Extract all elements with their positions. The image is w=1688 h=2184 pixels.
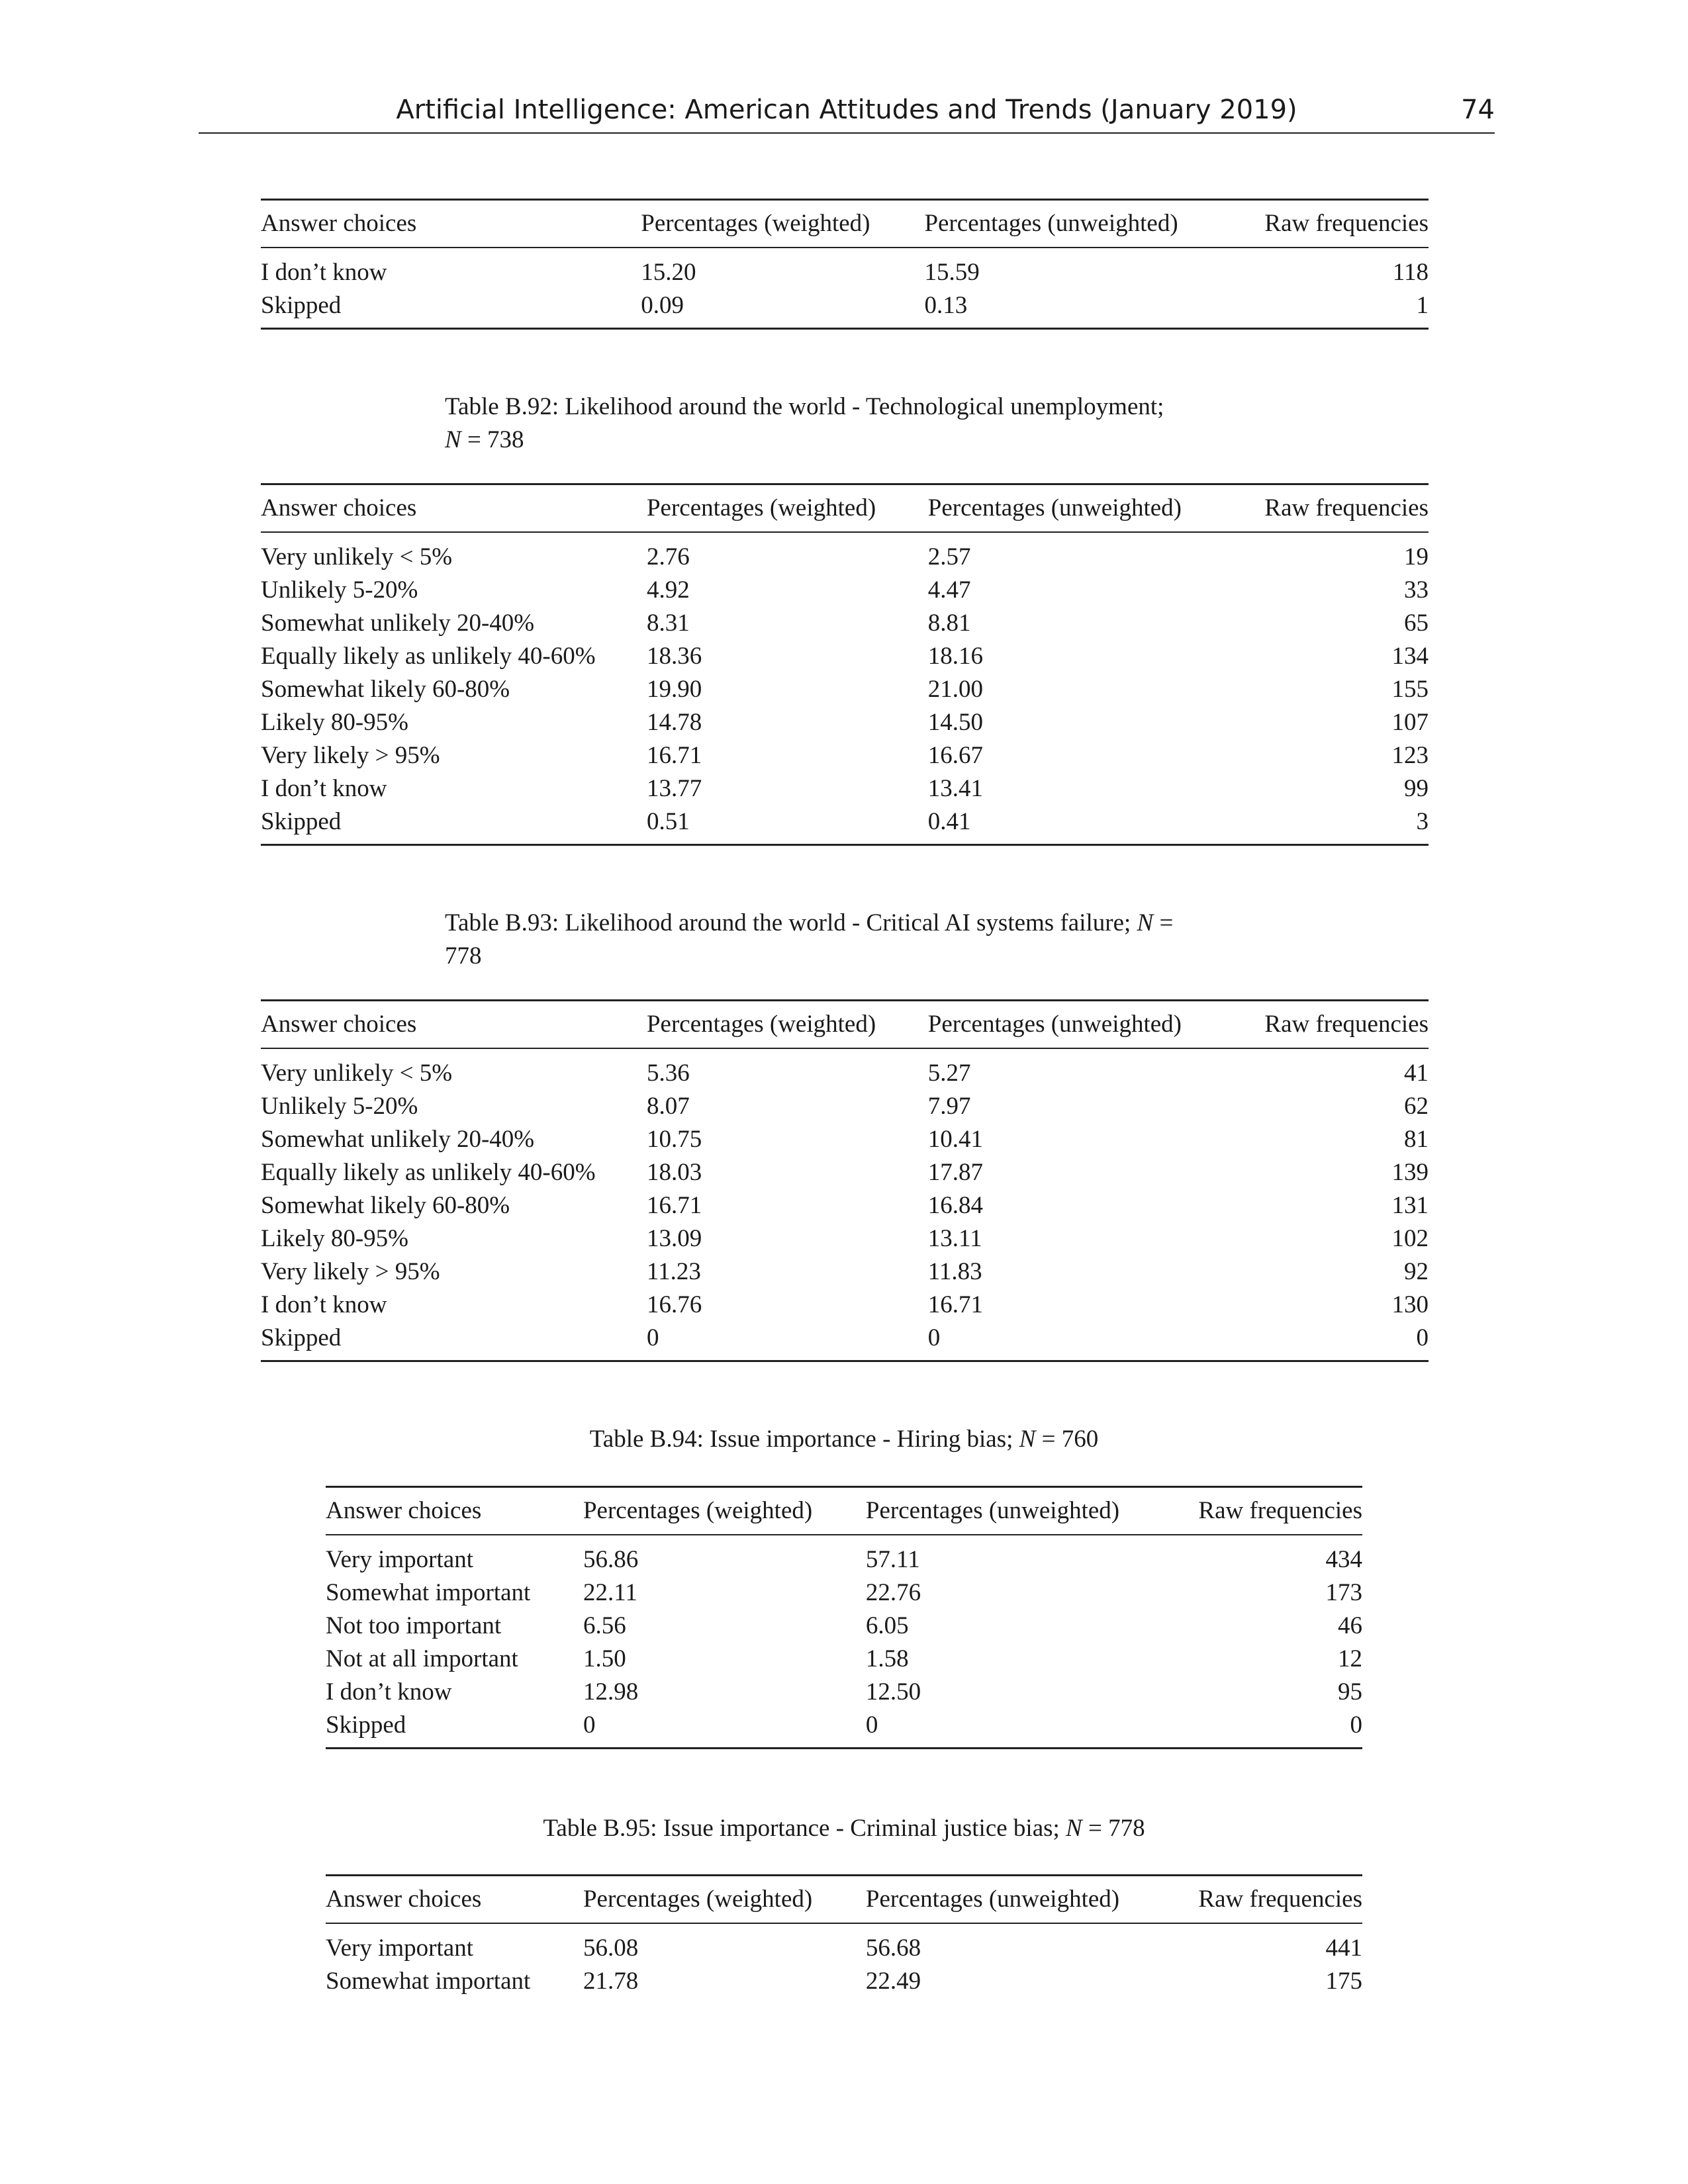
cell-raw: 434 (1325, 1546, 1362, 1573)
cell-answer: Likely 80-95% (261, 709, 408, 736)
cell-unweighted: 6.05 (865, 1612, 909, 1639)
table-body (326, 1923, 1362, 2003)
cell-answer: Skipped (261, 292, 342, 319)
cell-weighted: 21.78 (583, 1968, 639, 1995)
cell-answer: Very important (326, 1546, 473, 1573)
cell-raw: 33 (1404, 576, 1429, 604)
table-row (261, 1189, 1429, 1222)
table-row (326, 1923, 1362, 1965)
cell-unweighted: 4.47 (927, 576, 971, 604)
table-caption-b93 (445, 907, 1252, 973)
cell-weighted: 16.71 (646, 1192, 702, 1219)
table-row (261, 805, 1429, 845)
cell-answer: Somewhat important (326, 1579, 531, 1606)
table-b92 (261, 483, 1429, 846)
cell-unweighted: 0 (865, 1711, 878, 1739)
cell-answer: I don’t know (261, 775, 387, 802)
table-body (261, 1048, 1429, 1361)
cell-raw: 12 (1338, 1645, 1362, 1672)
cell-answer: Equally likely as unlikely 40-60% (261, 643, 596, 670)
cell-raw: 441 (1325, 1934, 1362, 1962)
cell-answer: Unlikely 5-20% (261, 1093, 418, 1120)
cell-unweighted: 15.59 (924, 259, 980, 286)
table-row (326, 1965, 1362, 2003)
cell-unweighted: 2.57 (927, 543, 971, 570)
caption-text: Likelihood around the world - Critical AI systems failure; (565, 909, 1131, 936)
cell-weighted: 11.23 (646, 1258, 701, 1285)
header-weighted: Percentages (weighted) (646, 494, 876, 522)
cell-raw: 3 (1416, 808, 1429, 835)
cell-unweighted: 16.67 (927, 742, 984, 769)
table-row (261, 772, 1429, 805)
caption-text: Issue importance - Criminal justice bias; (663, 1815, 1060, 1842)
caption-n-value: 778 (445, 942, 482, 970)
cell-answer: Not at all important (326, 1645, 518, 1672)
cell-weighted: 6.56 (583, 1612, 626, 1639)
table-b95 (326, 1874, 1362, 2003)
table-row (261, 1222, 1429, 1255)
header-weighted: Percentages (weighted) (583, 1497, 813, 1524)
header-answer-choices: Answer choices (326, 1886, 482, 1913)
header-raw: Raw frequencies (1264, 1011, 1429, 1038)
table-row (261, 289, 1429, 329)
table-row (261, 1255, 1429, 1289)
cell-answer: Somewhat unlikely 20-40% (261, 610, 535, 637)
cell-unweighted: 13.11 (927, 1225, 982, 1252)
table-header (261, 484, 1429, 533)
cell-raw: 130 (1391, 1291, 1429, 1318)
cell-answer: Very unlikely < 5% (261, 1060, 453, 1087)
cell-answer: Somewhat important (326, 1968, 531, 1995)
cell-raw: 1 (1416, 292, 1429, 319)
cell-unweighted: 14.50 (927, 709, 984, 736)
cell-unweighted: 12.50 (865, 1678, 921, 1706)
header-unweighted: Percentages (unweighted) (924, 210, 1178, 237)
table-row (261, 1123, 1429, 1156)
table-row (261, 607, 1429, 640)
cell-raw: 19 (1404, 543, 1429, 570)
header-raw: Raw frequencies (1264, 494, 1429, 522)
table-row (261, 574, 1429, 607)
cell-unweighted: 22.49 (865, 1968, 921, 1995)
cell-unweighted: 0 (927, 1324, 941, 1351)
cell-answer: Skipped (326, 1711, 406, 1739)
table-caption-b92 (445, 390, 1252, 457)
cell-weighted: 18.36 (646, 643, 702, 670)
page-number: 74 (1461, 95, 1495, 125)
table-row (261, 1289, 1429, 1322)
header-answer-choices: Answer choices (261, 494, 417, 522)
caption-label: Table B.93: (445, 909, 559, 936)
cell-weighted: 16.76 (646, 1291, 702, 1318)
cell-answer: Somewhat likely 60-80% (261, 676, 510, 703)
table-b93 (261, 999, 1429, 1362)
cell-unweighted: 7.97 (927, 1093, 971, 1120)
table-row (326, 1643, 1362, 1676)
cell-weighted: 10.75 (646, 1126, 702, 1153)
cell-answer: Skipped (261, 1324, 342, 1351)
cell-answer: Very likely > 95% (261, 742, 440, 769)
cell-raw: 118 (1392, 259, 1429, 286)
cell-raw: 95 (1338, 1678, 1362, 1706)
cell-weighted: 18.03 (646, 1159, 702, 1186)
caption-text: Issue importance - Hiring bias; (710, 1426, 1013, 1453)
cell-answer: Likely 80-95% (261, 1225, 408, 1252)
cell-unweighted: 0.41 (927, 808, 971, 835)
cell-weighted: 13.09 (646, 1225, 702, 1252)
cell-weighted: 8.07 (646, 1093, 690, 1120)
table-caption-b94 (0, 1423, 1688, 1456)
cell-weighted: 14.78 (646, 709, 702, 736)
cell-answer: Unlikely 5-20% (261, 576, 418, 604)
table-row (326, 1709, 1362, 1749)
cell-raw: 155 (1391, 676, 1429, 703)
running-header (199, 90, 1495, 134)
table-row (326, 1535, 1362, 1576)
cell-weighted: 56.86 (583, 1546, 639, 1573)
cell-weighted: 0.09 (641, 292, 684, 319)
caption-n-value: = 760 (1041, 1426, 1099, 1453)
cell-weighted: 16.71 (646, 742, 702, 769)
caption-label: Table B.95: (543, 1815, 657, 1842)
cell-raw: 0 (1350, 1711, 1362, 1739)
table-row (261, 1048, 1429, 1090)
header-raw: Raw frequencies (1198, 1497, 1362, 1524)
table-body (261, 532, 1429, 845)
caption-n-symbol: N (445, 426, 461, 453)
header-raw: Raw frequencies (1198, 1886, 1362, 1913)
header-unweighted: Percentages (unweighted) (865, 1886, 1120, 1913)
table-header (261, 1001, 1429, 1049)
cell-weighted: 8.31 (646, 610, 690, 637)
cell-raw: 81 (1404, 1126, 1429, 1153)
header-unweighted: Percentages (unweighted) (927, 494, 1182, 522)
cell-unweighted: 8.81 (927, 610, 971, 637)
cell-weighted: 0 (646, 1324, 659, 1351)
caption-n-symbol: N (1066, 1815, 1082, 1842)
header-answer-choices: Answer choices (261, 210, 417, 237)
cell-raw: 41 (1404, 1060, 1429, 1087)
caption-n-value: = 738 (467, 426, 524, 453)
header-weighted: Percentages (weighted) (646, 1011, 876, 1038)
caption-text: Likelihood around the world - Technological unemployment; (565, 393, 1164, 420)
table-body (326, 1535, 1362, 1749)
cell-unweighted: 5.27 (927, 1060, 971, 1087)
cell-weighted: 15.20 (641, 259, 696, 286)
cell-weighted: 19.90 (646, 676, 702, 703)
cell-raw: 139 (1391, 1159, 1429, 1186)
cell-unweighted: 16.84 (927, 1192, 984, 1219)
cell-weighted: 0 (583, 1711, 596, 1739)
table-row (261, 640, 1429, 673)
caption-n-eq: = (1159, 909, 1174, 936)
table-header (261, 200, 1429, 248)
cell-raw: 173 (1325, 1579, 1362, 1606)
table-row (261, 248, 1429, 289)
cell-unweighted: 11.83 (927, 1258, 982, 1285)
header-weighted: Percentages (weighted) (641, 210, 870, 237)
cell-raw: 65 (1404, 610, 1429, 637)
caption-label: Table B.92: (445, 393, 559, 420)
table-row (326, 1676, 1362, 1709)
cell-weighted: 56.08 (583, 1934, 639, 1962)
cell-weighted: 12.98 (583, 1678, 639, 1706)
caption-n-symbol: N (1137, 909, 1154, 936)
cell-answer: I don’t know (326, 1678, 452, 1706)
cell-raw: 102 (1391, 1225, 1429, 1252)
cell-answer: Not too important (326, 1612, 502, 1639)
cell-answer: Somewhat unlikely 20-40% (261, 1126, 535, 1153)
cell-weighted: 2.76 (646, 543, 690, 570)
table-body (261, 248, 1429, 329)
cell-raw: 62 (1404, 1093, 1429, 1120)
cell-weighted: 5.36 (646, 1060, 690, 1087)
cell-raw: 0 (1416, 1324, 1429, 1351)
table-row (261, 1090, 1429, 1123)
cell-unweighted: 13.41 (927, 775, 984, 802)
table-header (326, 1487, 1362, 1535)
cell-answer: Very unlikely < 5% (261, 543, 453, 570)
cell-unweighted: 1.58 (865, 1645, 909, 1672)
cell-raw: 92 (1404, 1258, 1429, 1285)
cell-weighted: 1.50 (583, 1645, 626, 1672)
cell-answer: I don’t know (261, 1291, 387, 1318)
cell-answer: Skipped (261, 808, 342, 835)
cell-answer: Equally likely as unlikely 40-60% (261, 1159, 596, 1186)
cell-weighted: 0.51 (646, 808, 690, 835)
caption-n-value: = 778 (1088, 1815, 1145, 1842)
cell-unweighted: 22.76 (865, 1579, 921, 1606)
table-b94 (326, 1486, 1362, 1749)
header-answer-choices: Answer choices (326, 1497, 482, 1524)
cell-unweighted: 21.00 (927, 676, 984, 703)
cell-raw: 99 (1404, 775, 1429, 802)
cell-weighted: 13.77 (646, 775, 702, 802)
table-row (261, 706, 1429, 739)
cell-answer: Very likely > 95% (261, 1258, 440, 1285)
table-continued (261, 199, 1429, 330)
table-row (326, 1576, 1362, 1610)
cell-raw: 131 (1391, 1192, 1429, 1219)
cell-unweighted: 57.11 (865, 1546, 920, 1573)
cell-unweighted: 56.68 (865, 1934, 921, 1962)
cell-raw: 46 (1338, 1612, 1362, 1639)
table-row (261, 532, 1429, 574)
table-header (326, 1876, 1362, 1924)
header-weighted: Percentages (weighted) (583, 1886, 813, 1913)
cell-raw: 123 (1391, 742, 1429, 769)
cell-unweighted: 18.16 (927, 643, 984, 670)
header-answer-choices: Answer choices (261, 1011, 417, 1038)
cell-weighted: 4.92 (646, 576, 690, 604)
table-caption-b95 (0, 1812, 1688, 1845)
header-unweighted: Percentages (unweighted) (927, 1011, 1182, 1038)
cell-unweighted: 17.87 (927, 1159, 984, 1186)
table-row (261, 1156, 1429, 1189)
cell-raw: 134 (1391, 643, 1429, 670)
table-row (261, 673, 1429, 706)
cell-unweighted: 10.41 (927, 1126, 984, 1153)
cell-unweighted: 16.71 (927, 1291, 984, 1318)
cell-raw: 175 (1325, 1968, 1362, 1995)
cell-weighted: 22.11 (583, 1579, 637, 1606)
caption-label: Table B.94: (589, 1426, 704, 1453)
cell-raw: 107 (1391, 709, 1429, 736)
header-unweighted: Percentages (unweighted) (865, 1497, 1120, 1524)
running-title: Artificial Intelligence: American Attitudes and Trends (January 2019) (396, 95, 1297, 125)
table-row (261, 739, 1429, 772)
header-raw: Raw frequencies (1264, 210, 1429, 237)
caption-n-symbol: N (1019, 1426, 1036, 1453)
table-row (326, 1610, 1362, 1643)
table-row (261, 1322, 1429, 1361)
cell-unweighted: 0.13 (924, 292, 968, 319)
cell-answer: I don’t know (261, 259, 387, 286)
cell-answer: Somewhat likely 60-80% (261, 1192, 510, 1219)
cell-answer: Very important (326, 1934, 473, 1962)
